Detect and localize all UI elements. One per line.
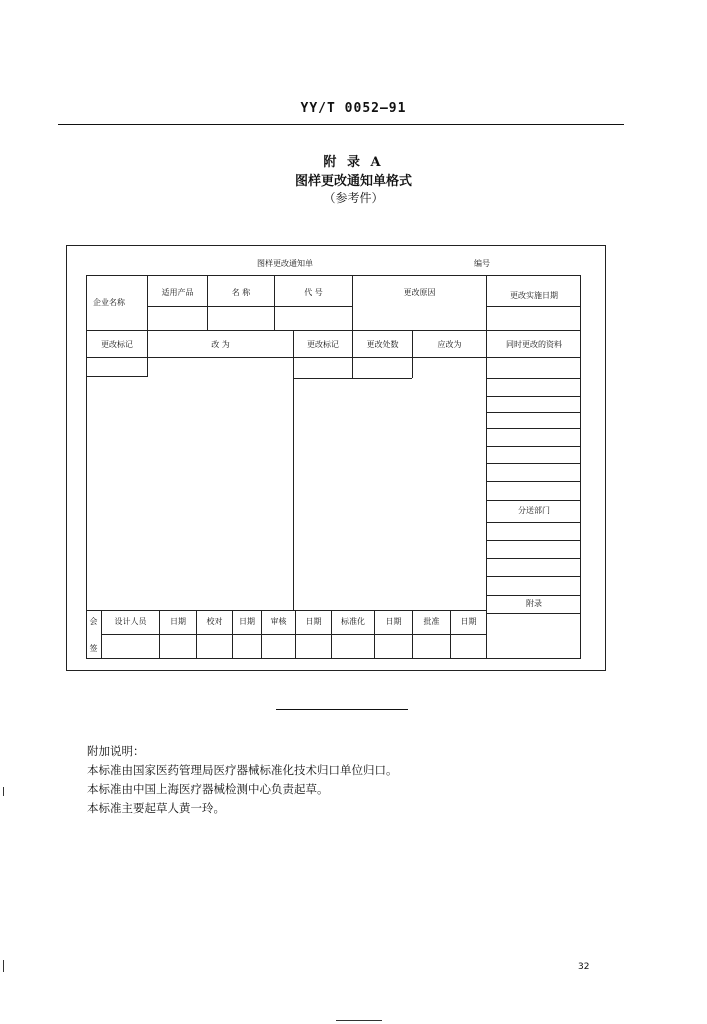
change-to-label: 改 为 [211, 340, 230, 349]
date1-label: 日期 [170, 617, 186, 626]
notes-heading: 附加说明： [87, 744, 145, 758]
standard-number: YY/T 0052—91 [300, 101, 407, 116]
code-label: 代 号 [304, 288, 323, 297]
change-mark-2-label: 更改标记 [307, 340, 339, 349]
change-mark-label: 更改标记 [101, 340, 133, 349]
should-change-to-label: 应改为 [437, 340, 462, 349]
notes-line-2: 本标准由中国上海医疗器械检测中心负责起草。 [87, 782, 329, 796]
appendix-note: （参考件） [323, 191, 384, 205]
distribution-label: 分送部门 [518, 506, 550, 515]
date3-label: 日期 [305, 617, 322, 626]
date4-label: 日期 [385, 617, 402, 626]
review-label: 审核 [270, 617, 287, 626]
proofread-label: 校对 [206, 617, 223, 626]
standardization-label: 标准化 [341, 617, 365, 626]
attachments-label: 附录 [526, 599, 542, 608]
notes-line-1: 本标准由国家医药管理局医疗器械标准化技术归口单位归口。 [87, 763, 398, 777]
appendix-title: 图样更改通知单格式 [294, 174, 412, 189]
designer-label: 设计人员 [114, 617, 147, 626]
scan-mark [3, 960, 4, 972]
section-end-rule [276, 709, 408, 710]
header-rule [58, 124, 624, 125]
change-reason-label: 更改原因 [403, 288, 436, 297]
signature-label-top: 会 [89, 617, 98, 626]
date5-label: 日期 [460, 617, 477, 626]
change-location-label: 更改处数 [366, 340, 399, 349]
approval-label: 批准 [423, 617, 440, 626]
date2-label: 日期 [239, 617, 255, 626]
scan-mark [336, 1020, 382, 1021]
concurrent-docs-label: 同时更改的资料 [506, 340, 562, 349]
scan-mark [3, 787, 4, 796]
applicable-product-label: 适用产品 [161, 288, 194, 297]
implementation-date-label: 更改实施日期 [510, 291, 558, 300]
notes-line-3: 本标准主要起草人黄一玲。 [87, 801, 225, 815]
additional-notes [87, 742, 398, 818]
page-number: 32 [578, 962, 590, 972]
enterprise-name-label: 企业名称 [93, 298, 125, 307]
form-number-label: 编号 [474, 259, 490, 268]
signature-label-bottom: 签 [89, 644, 98, 653]
form-title: 图样更改通知单 [257, 259, 313, 268]
name-label: 名 称 [231, 288, 251, 297]
appendix-label: 附 录 A [323, 155, 384, 170]
